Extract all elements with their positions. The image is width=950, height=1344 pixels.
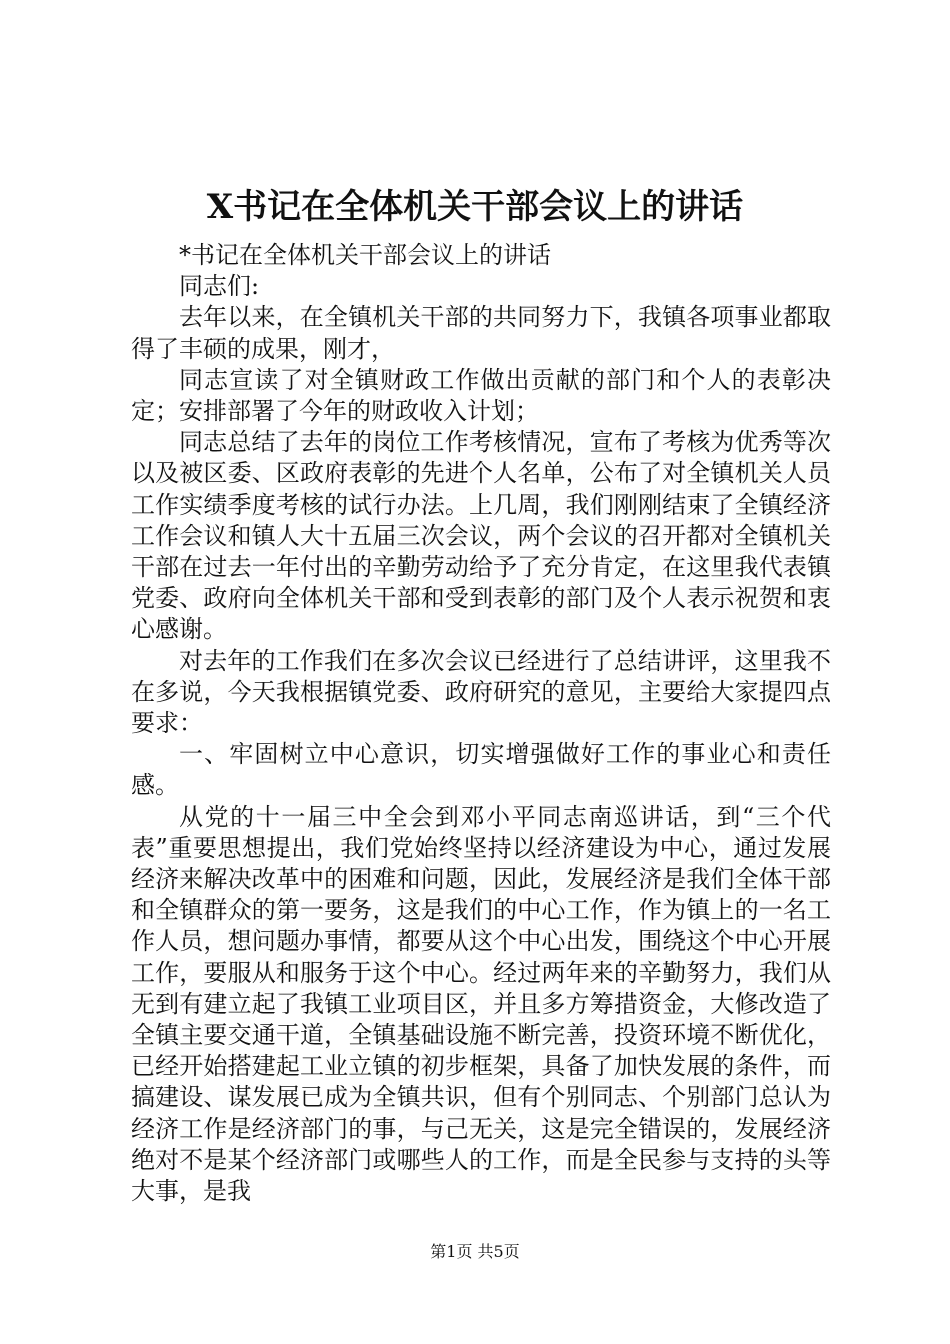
paragraph: 一、牢固树立中心意识，切实增强做好工作的事业心和责任感。 [131, 740, 831, 800]
paragraph: 同志总结了去年的岗位工作考核情况，宣布了考核为优秀等次以及被区委、区政府表彰的先进个人名单，公布了对全镇机关人员工作实绩季度考核的试行办法。上几周，我们刚刚结束了全镇经济工作会议和镇人大十五届三次会议，两个会议的召开都对全镇机关干部在过去一年付出的辛勤劳动给予了充分肯定，在这里我代表镇党委、政府向全体机关干部和受到表彰的部门及个人表示祝贺和衷心感谢。 [131, 428, 831, 644]
paragraph: 同志宣读了对全镇财政工作做出贡献的部门和个人的表彰决定；安排部署了今年的财政收入计划； [131, 365, 831, 426]
document-body [131, 240, 831, 1207]
paragraph: 去年以来，在全镇机关干部的共同努力下，我镇各项事业都取得了丰硕的成果，刚才， [131, 303, 831, 363]
paragraph: 对去年的工作我们在多次会议已经进行了总结讲评，这里我不在多说，今天我根据镇党委、政府研究的意见，主要给大家提四点要求： [131, 646, 831, 738]
paragraph: 从党的十一届三中全会到邓小平同志南巡讲话，到“三个代表”重要思想提出，我们党始终坚持以经济建设为中心，通过发展经济来解决改革中的困难和问题，因此，发展经济是我们全体干部和全镇群众的第一要务，这是我们的中心工作，作为镇上的一名工作人员，想问题办事情，都要从这个中心出发，围绕这个中心开展工作，要服从和服务于这个中心。经过两年来的辛勤努力，我们从无到有建立起了我镇工业项目区，并且多方筹措资金，大修改造了全镇主要交通干道，全镇基础设施不断完善，投资环境不断优化，已经开始搭建起工业立镇的初步框架，具备了加快发展的条件，而搞建设、谋发展已成为全镇共识，但有个别同志、个别部门总认为经济工作是经济部门的事，与己无关，这是完全错误的，发展经济绝对不是某个经济部门或哪些人的工作，而是全民参与支持的头等大事，是我 [131, 802, 831, 1206]
paragraph: *书记在全体机关干部会议上的讲话 [179, 241, 551, 269]
document-title: X书记在全体机关干部会议上的讲话 [206, 187, 744, 227]
paragraph: 同志们: [179, 272, 260, 301]
page-number-footer: 第1页 共5页 [430, 1242, 520, 1261]
